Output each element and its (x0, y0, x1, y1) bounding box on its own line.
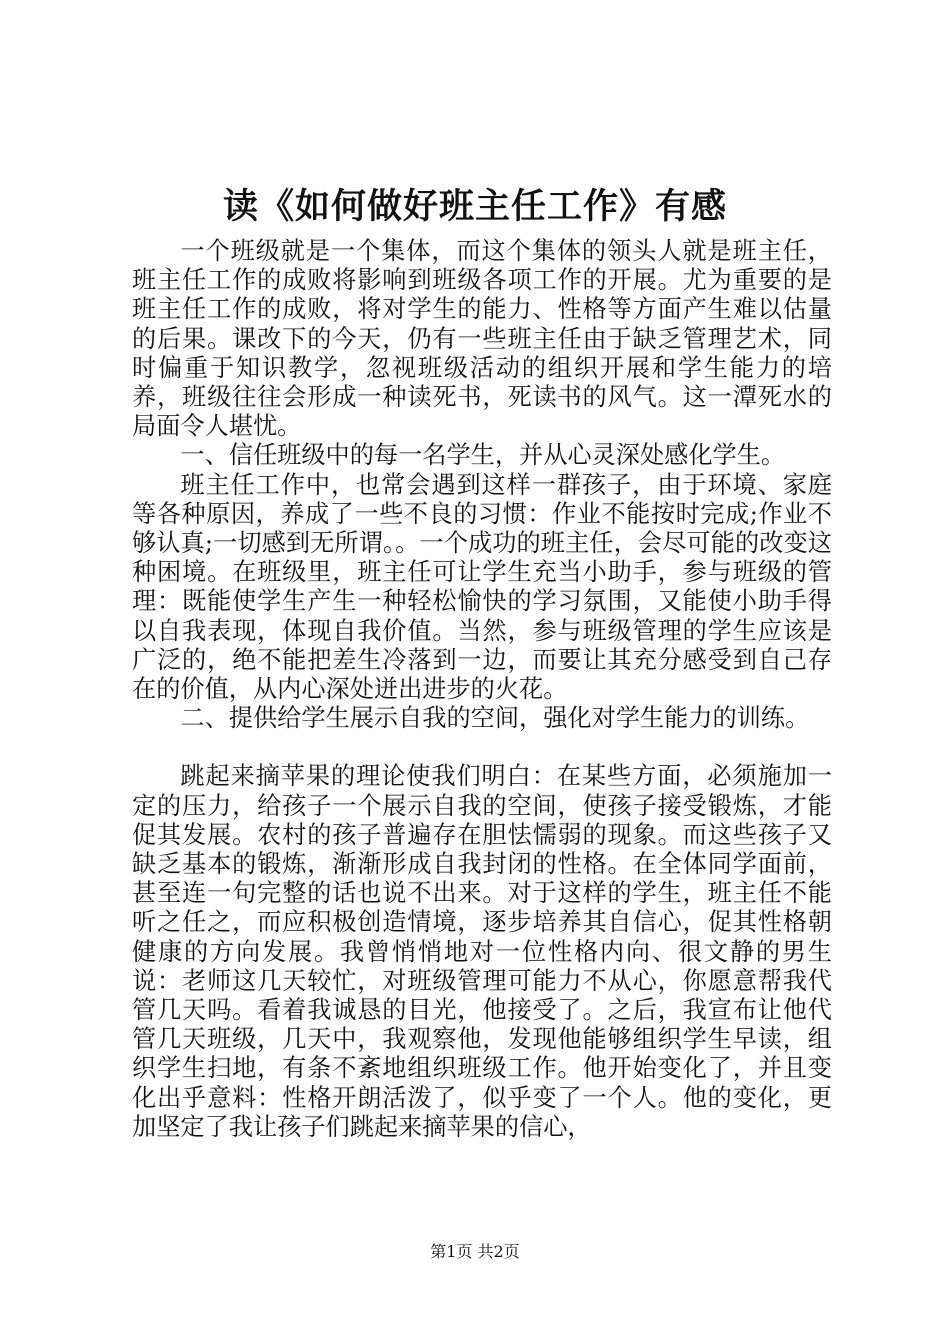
paragraph-section-1: 班主任工作中，也常会遇到这样一群孩子，由于环境、家庭等各种原因，养成了一些不良的习惯：作业不能按时完成;作业不够认真;一切感到无所谓。。一个成功的班主任，会尽可能的改变这种困境。在班级里，班主任可让学生充当小助手，参与班级的管理：既能使学生产生一种轻松愉快的学习氛围，又能使小助手得以自我表现，体现自我价值。当然，参与班级管理的学生应该是广泛的，绝不能把差生冷落到一边，而要让其充分感受到自己存在的价值，从内心深处迸出进步的火花。 (132, 470, 832, 704)
section-heading-1: 一、信任班级中的每一名学生，并从心灵深处感化学生。 (180, 441, 786, 470)
page-number-footer: 第1页 共2页 (430, 1242, 520, 1261)
document-title: 读《如何做好班主任工作》有感 (222, 186, 727, 227)
section-heading-2: 二、提供给学生展示自我的空间，强化对学生能力的训练。 (180, 704, 810, 733)
paragraph-intro: 一个班级就是一个集体，而这个集体的领头人就是班主任，班主任工作的成败将影响到班级各项工作的开展。尤为重要的是班主任工作的成败，将对学生的能力、性格等方面产生难以估量的后果。课改下的今天，仍有一些班主任由于缺乏管理艺术，同时偏重于知识教学，忽视班级活动的组织开展和学生能力的培养，班级往往会形成一种读死书，死读书的风气。这一潭死水的局面令人堪忧。 (132, 237, 832, 441)
paragraph-section-2: 跳起来摘苹果的理论使我们明白：在某些方面，必须施加一定的压力，给孩子一个展示自我的空间，使孩子接受锻炼，才能促其发展。农村的孩子普遍存在胆怯懦弱的现象。而这些孩子又缺乏基本的锻炼，渐渐形成自我封闭的性格。在全体同学面前，甚至连一句完整的话也说不出来。对于这样的学生，班主任不能听之任之，而应积极创造情境，逐步培养其自信心，促其性格朝健康的方向发展。我曾悄悄地对一位性格内向、很文静的男生说：老师这几天较忙，对班级管理可能力不从心，你愿意帮我代管几天吗。看着我诚恳的目光，他接受了。之后，我宣布让他代管几天班级，几天中，我观察他，发现他能够组织学生早读，组织学生扫地，有条不紊地组织班级工作。他开始变化了，并且变化出乎意料：性格开朗活泼了，似乎变了一个人。他的变化，更加坚定了我让孩子们跳起来摘苹果的信心， (132, 762, 832, 1141)
document-body (132, 237, 832, 1142)
